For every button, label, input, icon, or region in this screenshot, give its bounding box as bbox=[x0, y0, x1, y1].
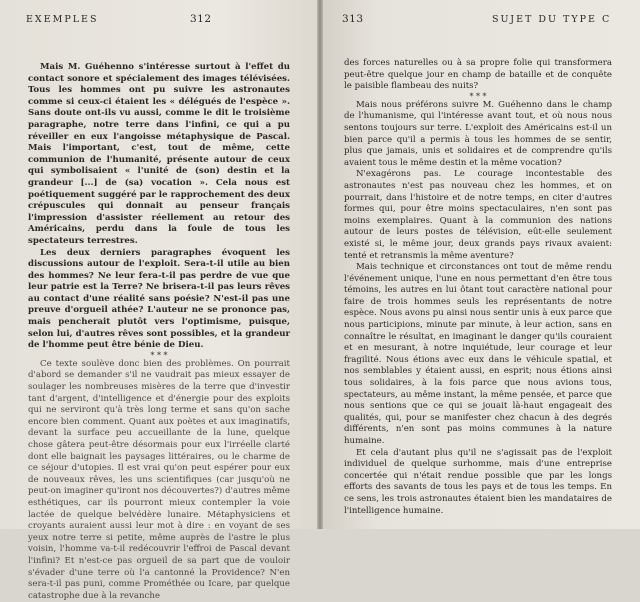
left-page-number: 312 bbox=[190, 13, 212, 25]
right-page-number: 313 bbox=[342, 13, 364, 25]
top-paragraph: des forces naturelles ou à sa propre folie qui transformera peut-être quelque jour en champ de bataille et de conquête le paisible flambeau des nuits? bbox=[344, 58, 612, 92]
bold-paragraph-1: Mais M. Guéhenno s'intéresse surtout à l'effet du contact sonore et spécialement des images télévisées. Tous les hommes ont pu suivre les astronautes comme si ceux-ci étaient les « délégués de l'espèce ». Sans doute ont-ils vu aussi, comme le dit le troisième paragraphe, notre terre dans l'infini, ce qui a pu réveiller en eux l'angoisse métaphysique de Pascal. Mais l'important, c'est, tout de même, cette communion de l'humanité, présente autour de ceux qui symbolisaient « l'unité de (son) destin et la grandeur [...] de (sa) vocation ». Cela nous est poétiquement suggéré par le rapprochement des deux crépuscules qui donnait au penseur français l'impression d'assister réellement au retour des Américains, perdu dans la foule de tous les spectateurs terrestres. bbox=[28, 62, 290, 246]
left-running-head: EXEMPLES bbox=[26, 14, 99, 25]
right-body bbox=[344, 58, 612, 517]
paragraph-2: N'exagérons pas. Le courage incontestable des astronautes n'est pas nouveau chez les hommes, et on pourrait, dans l'histoire et de notre temps, en citer d'autres formes qui, pour être moins spectaculaires, n'en sont pas moins exemplaires. Quant à la communion des nations autour de leurs postes de télévision, eût-elle seulement existé si, le même jour, deux grands pays rivaux avaient: tenté et retransmis la même aventure? bbox=[344, 169, 612, 261]
section-separator: * * * bbox=[469, 91, 487, 101]
bold-paragraph-2: Les deux derniers paragraphes évoquent les discussions autour de l'exploit. Sera-t-il utile au bien des hommes? Ne leur fera-t-il pas perdre de vue que leur patrie est la Terre? Ne brisera-t-il pas leurs rêves au contact d'une réalité sans poésie? N'est-il pas une preuve d'orgueil athée? L'auteur ne se prononce pas, mais pencherait plutôt vers l'optimisme, puisque, selon lui, d'autres rêves sont possibles, et la grandeur de l'homme peut être bénie de Dieu. bbox=[28, 247, 290, 351]
paragraph-4: Et cela d'autant plus qu'il ne s'agissait pas de l'exploit individuel de quelque surhomme, mais d'une entreprise concertée qui n'était rendue possible que par les longs efforts des savants de tous les pays et de tous les temps. En ce sens, les trois astronautes étaient bien les mandataires de l'intelligence humaine. bbox=[344, 447, 612, 516]
paragraph-3: Mais technique et circonstances ont tout de même rendu l'événement unique, l'une en nous permettant d'en être tous témoins, les autres en lui ôtant tout caractère national pour faire de trois hommes seuls les représentants de notre espèce. Nous avons pu ainsi nous sentir unis à eux parce que nous participions, minute par minute, à leur action, sans en connaître le résultat, en imaginant le danger qu'ils couraient et en mesurant, à notre inquiétude, leur courage et leur fragilité. Nous étions avec eux dans le véhicule spatial, et nos semblables y étaient aussi, en esprit; nous étions ainsi tous solidaires, à la fois parce que nous avions tous, spectateurs, au même instant, la même pensée, et parce que nous sentions que ce qui se jouait là-haut engageait des qualités, qui, pour se manifester chez chacun à des degrés différents, n'en sont pas moins communes à la nature humaine. bbox=[344, 262, 612, 446]
section-separator: * * * bbox=[150, 350, 168, 360]
book-gutter bbox=[317, 0, 323, 529]
paragraph-1: Mais nous préférons suivre M. Guéhenno dans le champ de l'humanisme, qui l'intéresse avant tout, et où nous nous sentons toujours sur terre. L'exploit des Américains est-il un bien parce qu'il a permis à tous les hommes de se sentir, plus que jamais, unis et solidaires et de comprendre qu'ils avaient tous le même destin et la même vocation? bbox=[344, 99, 612, 168]
left-page bbox=[0, 0, 320, 601]
left-body bbox=[28, 62, 290, 602]
light-paragraph: Ce texte soulève donc bien des problèmes. On pourrait d'abord se demander s'il ne vaudrait pas mieux essayer de soulager les nombreuses misères de la terre que d'investir tant d'argent, d'intelligence et d'énergie pour des exploits qui ne serviront qu'à très long terme et sans qu'on sache encore bien comment. Quant aux poètes et aux imaginatifs, devant la surface peu accueillante de la lune, quelque chose gâtera peut-être désormais pour eux l'irréelle clarté dont elle baignait les paysages littéraires, ou le charme de ce séjour d'utopies. Il est vrai qu'on peut espérer pour eux de nouveaux rêves, les uns scientifiques (car jusqu'où ne peut-on imaginer qu'iront nos découvertes?) d'autres même esthétiques, car ils pourront mieux contempler la voie lactée de quelque belvédère lunaire. Métaphysiciens et croyants auraient aussi leur mot à dire : en voyant de ses yeux notre terre si petite, même auprès de l'astre le plus voisin, l'homme va-t-il redécouvrir l'effroi de Pascal devant l'infini? Et n'est-ce pas orgueil de sa part que de vouloir s'évader d'une terre où l'a cantonné la Providence? N'en sera-t-il pas puni, comme Prométhée ou Icare, par quelque catastrophe due à la revanche bbox=[28, 358, 290, 601]
right-running-head: SUJET DU TYPE C bbox=[492, 14, 612, 25]
right-page bbox=[320, 0, 640, 529]
